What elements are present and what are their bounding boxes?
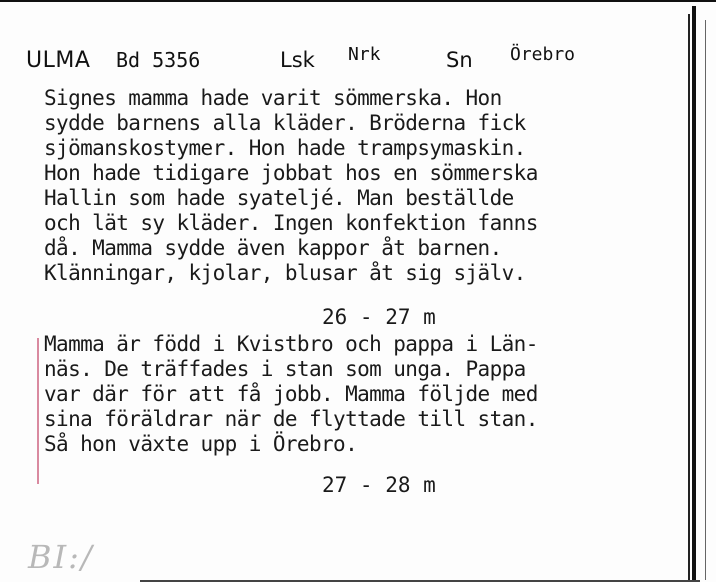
card-right-edge-line-thick (692, 6, 696, 582)
card-right-edge-line (688, 14, 690, 580)
text-line: Så hon växte upp i Örebro. (44, 432, 358, 456)
parish-label: Sn (446, 48, 473, 72)
card-top-edge (0, 0, 716, 2)
page-reference-1: 26 - 27 m (322, 305, 436, 329)
text-line: och lät sy kläder. Ingen konfektion fanns (44, 211, 538, 235)
province-value: Nrk (348, 44, 381, 65)
parish-value: Örebro (510, 44, 576, 65)
text-line: sydde barnens alla kläder. Bröderna fick (44, 111, 526, 135)
volume-number: Bd 5356 (116, 48, 201, 72)
text-line: sina föräldrar när de flyttade till stan. (44, 407, 538, 431)
text-line: näs. De träffades i stan som unga. Pappa (44, 357, 526, 381)
paragraph-2 (44, 332, 538, 457)
text-line: Hon hade tidigare jobbat hos en sömmerska (44, 161, 538, 185)
card-header (26, 44, 666, 78)
province-label: Lsk (280, 48, 315, 72)
text-line: Klänningar, kjolar, blusar åt sig själv. (44, 261, 526, 285)
margin-mark (37, 338, 39, 484)
handwritten-signature: BI:/ (28, 538, 94, 576)
text-line: Hallin som hade syateljé. Man beställde (44, 186, 514, 210)
paragraph-1 (44, 86, 538, 286)
text-line: då. Mamma sydde även kappor åt barnen. (44, 236, 502, 260)
text-line: Signes mamma hade varit sömmerska. Hon (44, 86, 502, 110)
text-line: Mamma är född i Kvistbro och pappa i Län- (44, 332, 538, 356)
text-line: sjömanskostymer. Hon hade trampsymaskin. (44, 136, 526, 160)
card-right-edge-line-thin (705, 20, 706, 580)
page-reference-2: 27 - 28 m (322, 473, 436, 497)
archive-code: ULMA (26, 48, 91, 73)
text-line: var där för att få jobb. Mamma följde med (44, 382, 538, 406)
